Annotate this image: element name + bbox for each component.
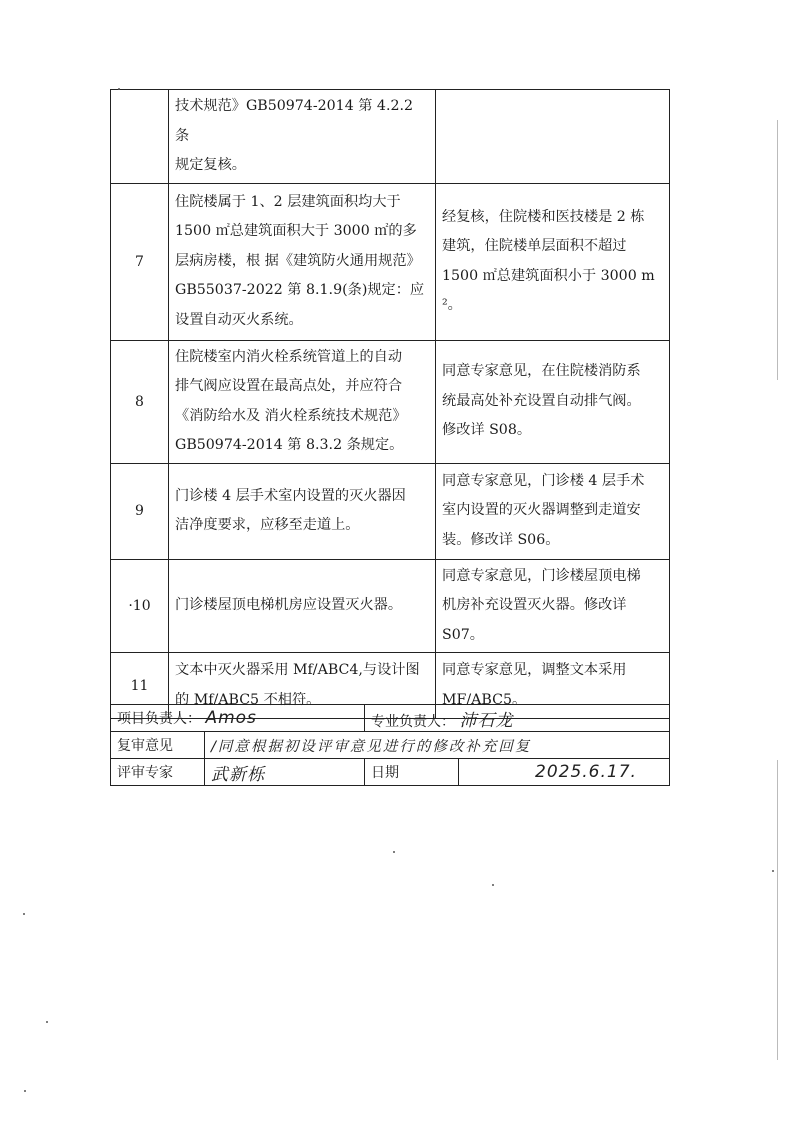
signature-table — [110, 704, 670, 786]
expert-issue: 文本中灭火器采用 Mf/ABC4,与设计图 的 Mf/ABC5 不相符。 — [169, 653, 436, 719]
review-opinion-cell — [205, 732, 670, 759]
scan-speck — [23, 913, 25, 915]
design-response: 同意专家意见，门诊楼 4 层手术 室内设置的灭火器调整到走道安 装。修改详 S06。 — [436, 463, 670, 559]
row-number: 9 — [111, 463, 169, 559]
scan-speck — [393, 851, 395, 853]
sign-row-expert — [111, 759, 670, 786]
design-response: 同意专家意见，调整文本采用 MF/ABC5。 — [436, 653, 670, 719]
expert-issue: 住院楼属于 1、2 层建筑面积均大于 1500 ㎡总建筑面积大于 3000 ㎡的多 层病房楼，根 据《建筑防火通用规范》 GB55037-2022 第 8.1.9(条)规定：应 设置自动灭火系统。 — [169, 183, 436, 340]
scan-speck — [24, 1090, 26, 1092]
expert-issue: 门诊楼屋顶电梯机房应设置灭火器。 — [169, 559, 436, 653]
project-lead-cell — [111, 705, 365, 732]
scan-edge-line — [777, 120, 778, 380]
date-cell — [459, 759, 670, 786]
expert-signature-cell — [205, 759, 365, 786]
discipline-lead-label: 专业负责人： — [371, 713, 455, 730]
review-opinion-handwriting: /同意根据初设评审意见进行的修改补充回复 — [211, 738, 532, 755]
table-row — [111, 463, 670, 559]
design-response: 经复核，住院楼和医技楼是 2 栋 建筑，住院楼单层面积不超过 1500 ㎡总建筑面积小于 3000 m ²。 — [436, 183, 670, 340]
row-number: 11 — [111, 653, 169, 719]
discipline-lead-cell — [365, 705, 670, 732]
row-number: 8 — [111, 340, 169, 463]
project-lead-label: 项目负责人： — [117, 711, 201, 727]
row-number: ·10 — [111, 559, 169, 653]
table-row — [111, 559, 670, 653]
design-response: 同意专家意见，在住院楼消防系 统最高处补充设置自动排气阀。 修改详 S08。 — [436, 340, 670, 463]
scan-speck — [772, 870, 774, 872]
sign-row-leads — [111, 705, 670, 732]
date-label: 日期 — [365, 759, 459, 786]
expert-signature: 武新栎 — [211, 764, 265, 785]
review-table — [110, 89, 670, 719]
scan-edge-line — [777, 760, 778, 1060]
discipline-lead-signature: 沛石龙 — [459, 710, 514, 731]
expert-issue: 门诊楼 4 层手术室内设置的灭火器因 洁净度要求，应移至走道上。 — [169, 463, 436, 559]
design-response: 同意专家意见，门诊楼屋顶电梯 机房补充设置灭火器。修改详 S07。 — [436, 559, 670, 653]
expert-issue: 住院楼室内消火栓系统管道上的自动 排气阀应设置在最高点处，并应符合 《消防给水及 消火栓系统技术规范》 GB50974-2014 第 8.3.2 条规定。 — [169, 340, 436, 463]
project-lead-signature: Amos — [205, 708, 257, 728]
table-row — [111, 183, 670, 340]
design-response — [436, 90, 670, 184]
table-row — [111, 90, 670, 184]
table-row — [111, 340, 670, 463]
scan-speck — [492, 884, 494, 886]
expert-issue: 技术规范》GB50974-2014 第 4.2.2 条 规定复核。 — [169, 90, 436, 184]
row-number: 7 — [111, 183, 169, 340]
scan-speck — [118, 88, 120, 90]
review-opinion-label: 复审意见 — [111, 732, 205, 759]
scan-speck — [46, 1021, 48, 1023]
expert-label: 评审专家 — [111, 759, 205, 786]
date-handwriting: 2025.6.17. — [535, 762, 637, 782]
row-number — [111, 90, 169, 184]
sign-row-opinion — [111, 732, 670, 759]
